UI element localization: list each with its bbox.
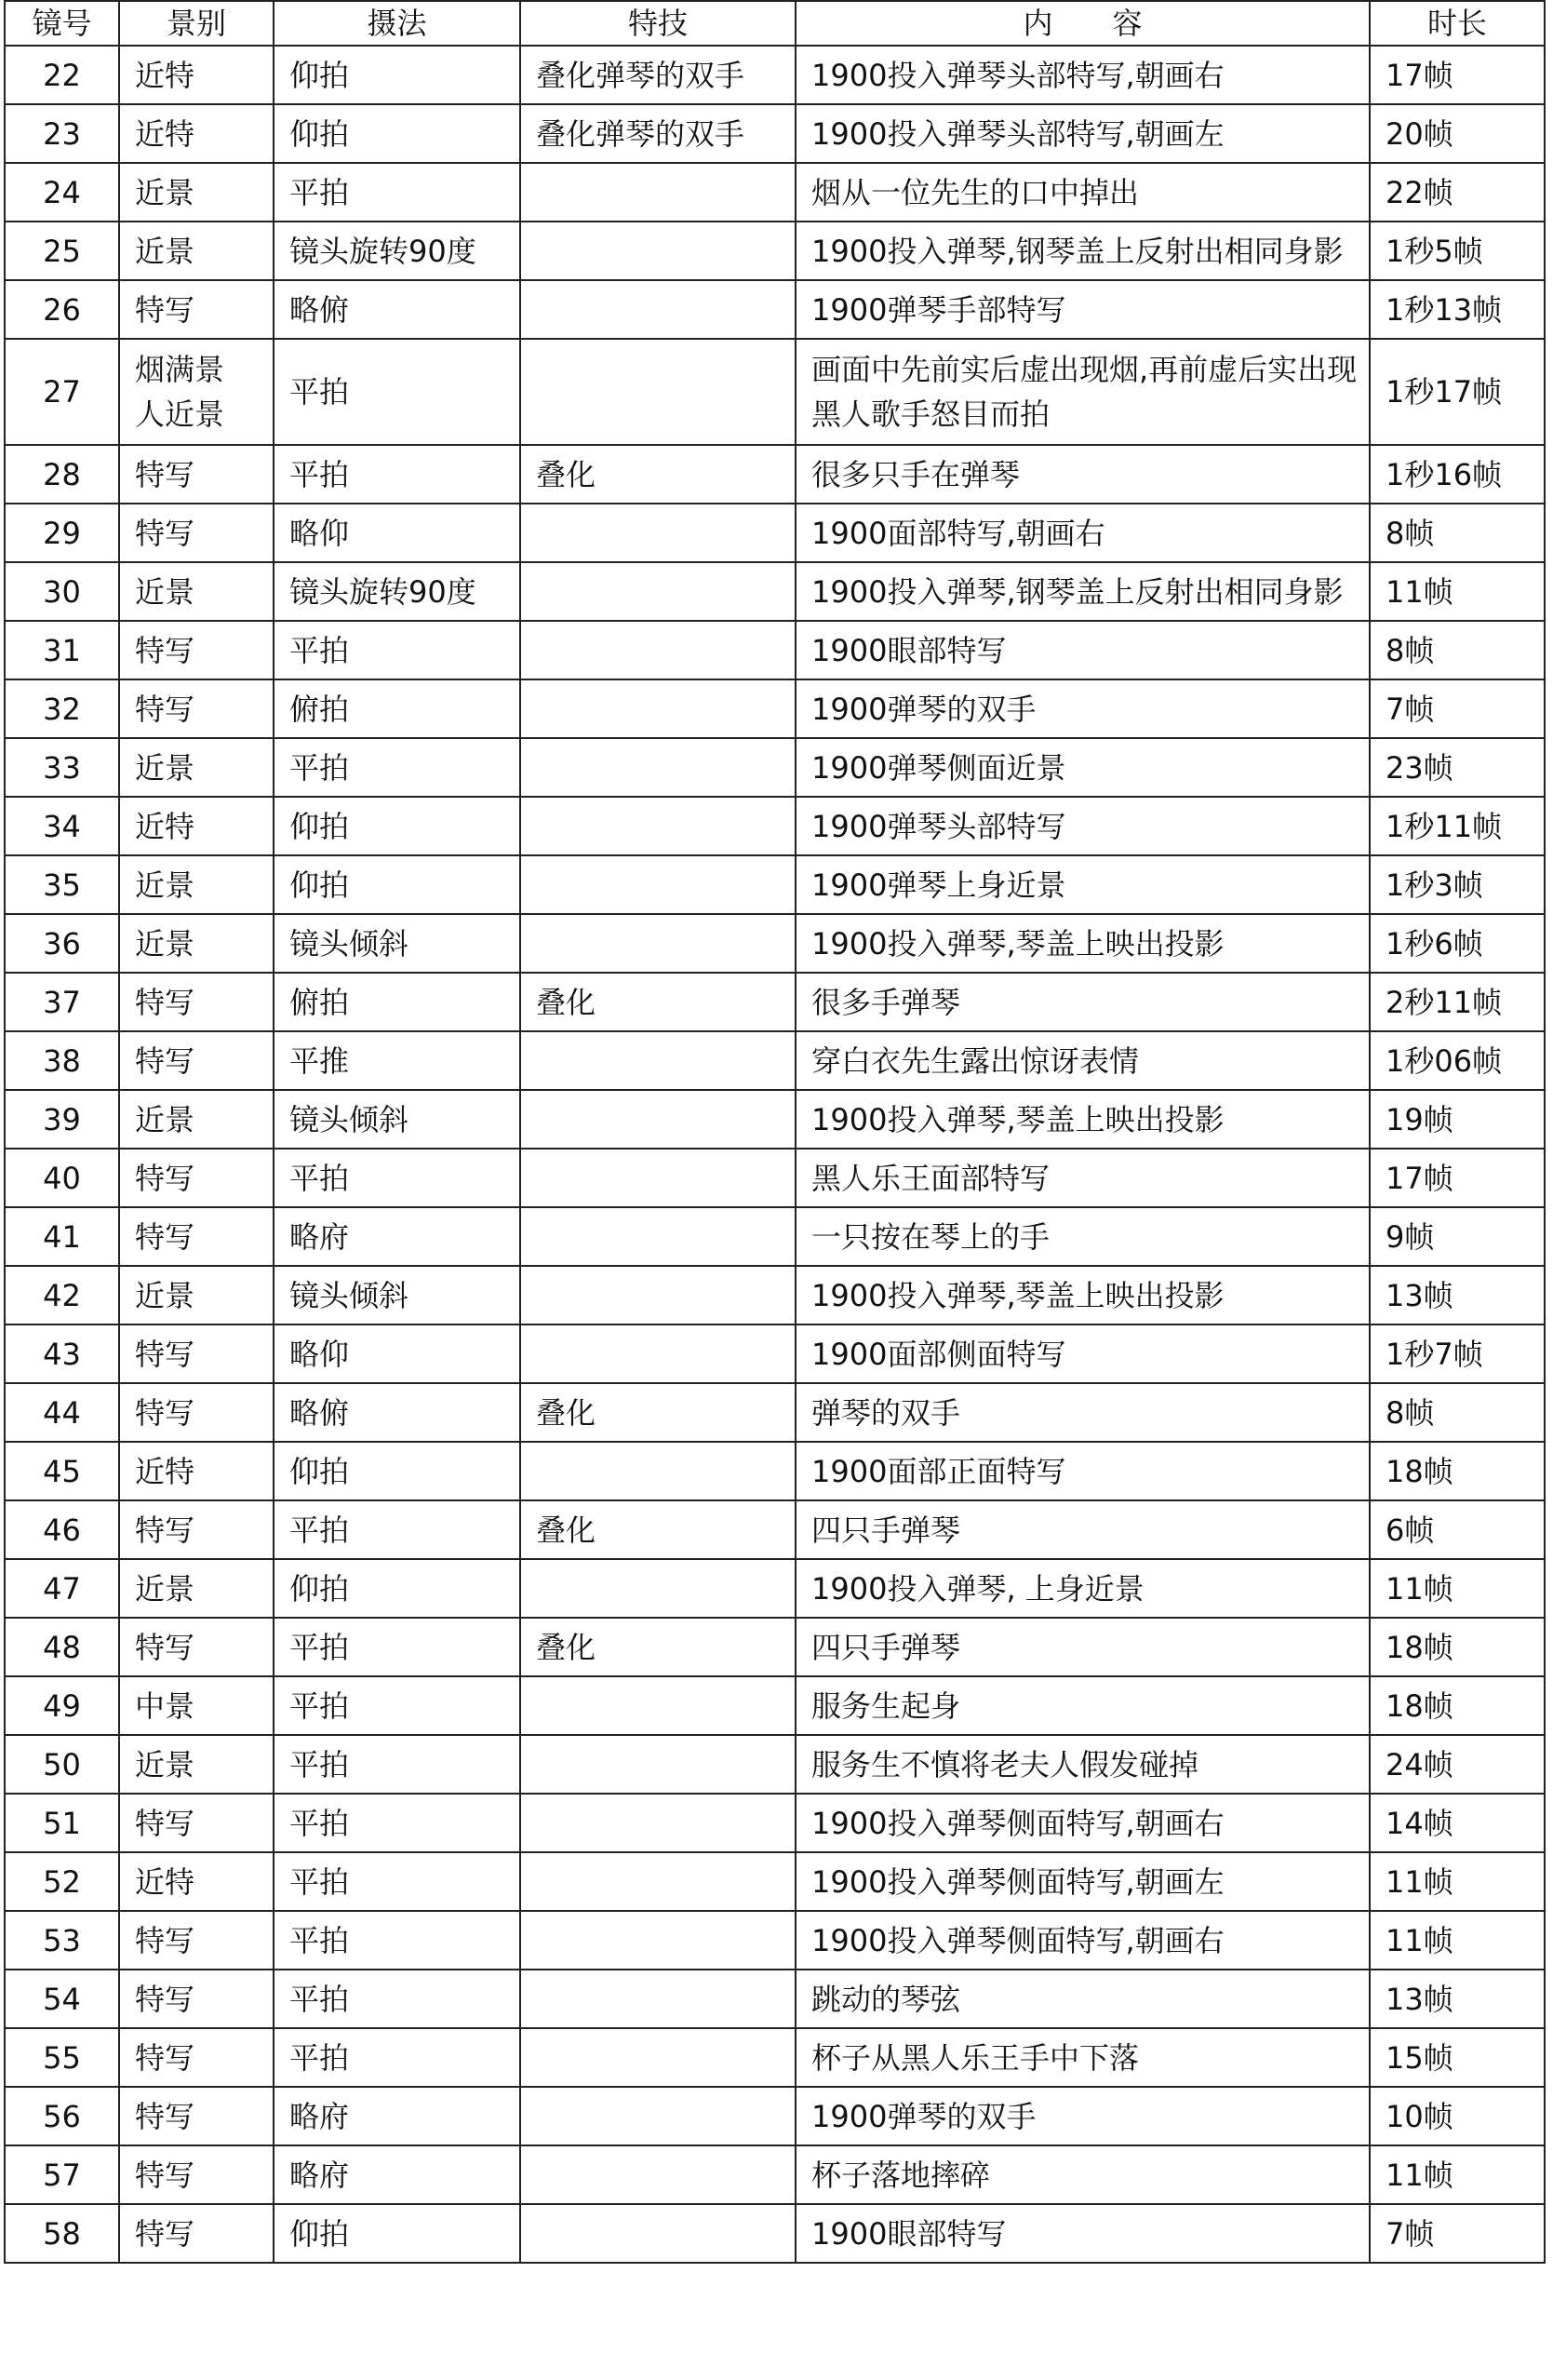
table-row <box>5 738 1545 797</box>
cell-camera-method: 平拍 <box>274 621 520 679</box>
cell-special-effect <box>520 2145 796 2204</box>
header-special-effect: 特技 <box>520 1 796 46</box>
cell-camera-method: 平拍 <box>274 738 520 797</box>
table-row <box>5 1618 1545 1676</box>
table-row <box>5 163 1545 222</box>
cell-duration: 8帧 <box>1370 504 1545 562</box>
header-shot-scale: 景别 <box>119 1 274 46</box>
cell-duration: 17帧 <box>1370 1149 1545 1207</box>
cell-shot-number: 35 <box>5 855 119 914</box>
cell-special-effect <box>520 855 796 914</box>
cell-shot-number: 38 <box>5 1031 119 1090</box>
table-row <box>5 621 1545 679</box>
cell-shot-number: 46 <box>5 1500 119 1559</box>
cell-camera-method: 平拍 <box>274 1794 520 1852</box>
cell-camera-method: 仰拍 <box>274 797 520 855</box>
table-row <box>5 445 1545 504</box>
cell-duration: 1秒17帧 <box>1370 339 1545 445</box>
table-row <box>5 1970 1545 2028</box>
cell-shot-number: 53 <box>5 1911 119 1970</box>
cell-content: 四只手弹琴 <box>796 1618 1370 1676</box>
table-row <box>5 973 1545 1031</box>
cell-duration: 23帧 <box>1370 738 1545 797</box>
cell-shot-number: 47 <box>5 1559 119 1618</box>
cell-shot-number: 25 <box>5 222 119 280</box>
cell-content: 1900投入弹琴侧面特写,朝画左 <box>796 1852 1370 1911</box>
cell-shot-scale: 近特 <box>119 1442 274 1500</box>
table-header-row <box>5 1 1545 46</box>
cell-content: 弹琴的双手 <box>796 1383 1370 1442</box>
cell-special-effect <box>520 738 796 797</box>
cell-special-effect <box>520 1911 796 1970</box>
cell-shot-number: 32 <box>5 679 119 738</box>
cell-shot-scale: 特写 <box>119 1207 274 1266</box>
table-row <box>5 1735 1545 1794</box>
cell-shot-number: 43 <box>5 1324 119 1383</box>
table-row <box>5 46 1545 104</box>
table-row <box>5 1911 1545 1970</box>
cell-duration: 19帧 <box>1370 1090 1545 1149</box>
cell-content: 1900投入弹琴,钢琴盖上反射出相同身影 <box>796 562 1370 621</box>
cell-camera-method: 平推 <box>274 1031 520 1090</box>
cell-camera-method: 平拍 <box>274 1618 520 1676</box>
cell-shot-scale: 近景 <box>119 1090 274 1149</box>
cell-special-effect: 叠化 <box>520 1500 796 1559</box>
cell-shot-scale: 近特 <box>119 797 274 855</box>
cell-special-effect <box>520 797 796 855</box>
table-row <box>5 280 1545 339</box>
cell-shot-number: 26 <box>5 280 119 339</box>
cell-special-effect <box>520 1090 796 1149</box>
cell-shot-number: 49 <box>5 1676 119 1735</box>
cell-camera-method: 平拍 <box>274 1149 520 1207</box>
cell-duration: 13帧 <box>1370 1266 1545 1324</box>
table-row <box>5 1324 1545 1383</box>
cell-shot-number: 27 <box>5 339 119 445</box>
cell-shot-number: 48 <box>5 1618 119 1676</box>
cell-shot-scale: 特写 <box>119 1383 274 1442</box>
cell-shot-scale-text: 烟满景人近景 <box>135 352 225 432</box>
table-row <box>5 562 1545 621</box>
cell-content: 1900投入弹琴, 上身近景 <box>796 1559 1370 1618</box>
cell-special-effect <box>520 339 796 445</box>
cell-duration: 7帧 <box>1370 679 1545 738</box>
cell-camera-method: 略俯 <box>274 1383 520 1442</box>
cell-shot-scale: 特写 <box>119 2087 274 2145</box>
cell-duration: 2秒11帧 <box>1370 973 1545 1031</box>
cell-shot-number: 31 <box>5 621 119 679</box>
cell-shot-scale: 特写 <box>119 679 274 738</box>
cell-content: 1900弹琴的双手 <box>796 679 1370 738</box>
cell-special-effect <box>520 1559 796 1618</box>
cell-content: 杯子从黑人乐王手中下落 <box>796 2028 1370 2087</box>
header-content: 内 容 <box>796 1 1370 46</box>
cell-special-effect: 叠化 <box>520 1383 796 1442</box>
cell-special-effect <box>520 1852 796 1911</box>
cell-shot-number: 37 <box>5 973 119 1031</box>
cell-special-effect <box>520 163 796 222</box>
cell-duration: 18帧 <box>1370 1442 1545 1500</box>
table-row <box>5 1090 1545 1149</box>
cell-special-effect <box>520 1266 796 1324</box>
cell-content: 1900投入弹琴侧面特写,朝画右 <box>796 1794 1370 1852</box>
table-row <box>5 2145 1545 2204</box>
cell-special-effect <box>520 562 796 621</box>
cell-special-effect <box>520 2028 796 2087</box>
cell-duration: 15帧 <box>1370 2028 1545 2087</box>
cell-camera-method: 仰拍 <box>274 104 520 163</box>
table-row <box>5 2028 1545 2087</box>
cell-special-effect <box>520 1149 796 1207</box>
cell-shot-number: 22 <box>5 46 119 104</box>
cell-special-effect <box>520 1676 796 1735</box>
cell-content: 很多只手在弹琴 <box>796 445 1370 504</box>
cell-shot-scale: 近景 <box>119 222 274 280</box>
cell-special-effect <box>520 2087 796 2145</box>
cell-camera-method: 平拍 <box>274 1676 520 1735</box>
cell-shot-scale: 近景 <box>119 562 274 621</box>
table-row <box>5 1852 1545 1911</box>
cell-content: 1900投入弹琴,钢琴盖上反射出相同身影 <box>796 222 1370 280</box>
table-row <box>5 914 1545 973</box>
cell-shot-scale: 特写 <box>119 2204 274 2263</box>
cell-shot-number: 30 <box>5 562 119 621</box>
cell-shot-scale: 近景 <box>119 1559 274 1618</box>
cell-content: 跳动的琴弦 <box>796 1970 1370 2028</box>
table-row <box>5 104 1545 163</box>
cell-shot-number: 44 <box>5 1383 119 1442</box>
shot-list-table <box>4 0 1546 2264</box>
cell-shot-scale: 特写 <box>119 1911 274 1970</box>
cell-content: 穿白衣先生露出惊讶表情 <box>796 1031 1370 1090</box>
table-row <box>5 1031 1545 1090</box>
cell-shot-number: 33 <box>5 738 119 797</box>
cell-duration: 13帧 <box>1370 1970 1545 2028</box>
cell-content: 一只按在琴上的手 <box>796 1207 1370 1266</box>
cell-shot-number: 58 <box>5 2204 119 2263</box>
cell-shot-number: 28 <box>5 445 119 504</box>
cell-shot-scale: 近景 <box>119 1735 274 1794</box>
cell-shot-number: 52 <box>5 1852 119 1911</box>
cell-content: 1900眼部特写 <box>796 621 1370 679</box>
cell-shot-scale: 特写 <box>119 1970 274 2028</box>
table-row <box>5 1794 1545 1852</box>
cell-camera-method: 镜头旋转90度 <box>274 562 520 621</box>
cell-shot-number: 41 <box>5 1207 119 1266</box>
cell-duration: 8帧 <box>1370 1383 1545 1442</box>
cell-content: 1900投入弹琴,琴盖上映出投影 <box>796 914 1370 973</box>
cell-shot-number: 50 <box>5 1735 119 1794</box>
header-shot-number: 镜号 <box>5 1 119 46</box>
cell-content: 1900面部侧面特写 <box>796 1324 1370 1383</box>
cell-duration: 20帧 <box>1370 104 1545 163</box>
cell-shot-number: 36 <box>5 914 119 973</box>
cell-duration: 6帧 <box>1370 1500 1545 1559</box>
cell-duration: 1秒5帧 <box>1370 222 1545 280</box>
cell-content: 1900投入弹琴侧面特写,朝画右 <box>796 1911 1370 1970</box>
cell-camera-method: 略仰 <box>274 504 520 562</box>
cell-duration: 1秒7帧 <box>1370 1324 1545 1383</box>
table-body <box>5 46 1545 2263</box>
table-row <box>5 1500 1545 1559</box>
table-row <box>5 2204 1545 2263</box>
table-row <box>5 1383 1545 1442</box>
cell-shot-scale: 特写 <box>119 445 274 504</box>
cell-shot-scale: 特写 <box>119 2028 274 2087</box>
cell-special-effect: 叠化 <box>520 445 796 504</box>
cell-content: 1900面部特写,朝画右 <box>796 504 1370 562</box>
cell-shot-number: 54 <box>5 1970 119 2028</box>
cell-camera-method: 镜头旋转90度 <box>274 222 520 280</box>
cell-camera-method: 平拍 <box>274 163 520 222</box>
storyboard-sheet <box>4 0 1544 2264</box>
cell-content: 杯子落地摔碎 <box>796 2145 1370 2204</box>
cell-shot-number: 57 <box>5 2145 119 2204</box>
table-row <box>5 1207 1545 1266</box>
cell-duration: 11帧 <box>1370 2145 1545 2204</box>
cell-duration: 1秒06帧 <box>1370 1031 1545 1090</box>
cell-camera-method: 平拍 <box>274 1852 520 1911</box>
cell-special-effect <box>520 2204 796 2263</box>
cell-camera-method: 仰拍 <box>274 46 520 104</box>
cell-duration: 1秒13帧 <box>1370 280 1545 339</box>
cell-content <box>796 339 1370 445</box>
cell-camera-method: 仰拍 <box>274 1442 520 1500</box>
cell-camera-method: 平拍 <box>274 445 520 504</box>
cell-special-effect <box>520 914 796 973</box>
cell-content: 1900投入弹琴,琴盖上映出投影 <box>796 1266 1370 1324</box>
cell-special-effect <box>520 621 796 679</box>
cell-content: 1900弹琴手部特写 <box>796 280 1370 339</box>
cell-camera-method: 略府 <box>274 1207 520 1266</box>
cell-duration: 11帧 <box>1370 1559 1545 1618</box>
cell-duration: 1秒3帧 <box>1370 855 1545 914</box>
cell-shot-scale: 近特 <box>119 46 274 104</box>
cell-duration: 18帧 <box>1370 1676 1545 1735</box>
cell-special-effect: 叠化 <box>520 1618 796 1676</box>
cell-duration: 9帧 <box>1370 1207 1545 1266</box>
cell-shot-number: 29 <box>5 504 119 562</box>
cell-camera-method: 略仰 <box>274 1324 520 1383</box>
cell-camera-method: 镜头倾斜 <box>274 914 520 973</box>
cell-camera-method: 镜头倾斜 <box>274 1090 520 1149</box>
cell-camera-method: 仰拍 <box>274 1559 520 1618</box>
cell-content: 1900面部正面特写 <box>796 1442 1370 1500</box>
table-row <box>5 1442 1545 1500</box>
cell-shot-scale: 特写 <box>119 1149 274 1207</box>
cell-content: 很多手弹琴 <box>796 973 1370 1031</box>
cell-special-effect: 叠化 <box>520 973 796 1031</box>
cell-camera-method: 仰拍 <box>274 855 520 914</box>
cell-special-effect <box>520 1031 796 1090</box>
cell-shot-scale: 近特 <box>119 1852 274 1911</box>
cell-special-effect <box>520 1970 796 2028</box>
cell-content: 1900弹琴侧面近景 <box>796 738 1370 797</box>
cell-shot-number: 23 <box>5 104 119 163</box>
cell-duration: 1秒6帧 <box>1370 914 1545 973</box>
cell-special-effect <box>520 679 796 738</box>
table-row <box>5 855 1545 914</box>
cell-camera-method: 平拍 <box>274 1735 520 1794</box>
cell-content: 1900弹琴的双手 <box>796 2087 1370 2145</box>
cell-shot-number: 40 <box>5 1149 119 1207</box>
cell-special-effect <box>520 280 796 339</box>
cell-shot-number: 42 <box>5 1266 119 1324</box>
cell-content: 1900弹琴上身近景 <box>796 855 1370 914</box>
cell-content: 1900投入弹琴头部特写,朝画左 <box>796 104 1370 163</box>
cell-content-text: 画面中先前实后虚出现烟,再前虚后实出现黑人歌手怒目而拍 <box>811 352 1358 432</box>
cell-camera-method: 俯拍 <box>274 679 520 738</box>
cell-content: 四只手弹琴 <box>796 1500 1370 1559</box>
cell-shot-number: 55 <box>5 2028 119 2087</box>
cell-content: 1900弹琴头部特写 <box>796 797 1370 855</box>
cell-camera-method: 仰拍 <box>274 2204 520 2263</box>
cell-special-effect <box>520 1207 796 1266</box>
table-row <box>5 797 1545 855</box>
cell-duration: 11帧 <box>1370 562 1545 621</box>
cell-shot-scale: 特写 <box>119 1794 274 1852</box>
cell-duration: 11帧 <box>1370 1911 1545 1970</box>
cell-content: 服务生起身 <box>796 1676 1370 1735</box>
cell-shot-scale: 特写 <box>119 1031 274 1090</box>
cell-shot-scale: 特写 <box>119 1500 274 1559</box>
cell-shot-scale: 特写 <box>119 504 274 562</box>
cell-special-effect <box>520 1324 796 1383</box>
cell-content: 1900投入弹琴,琴盖上映出投影 <box>796 1090 1370 1149</box>
cell-special-effect <box>520 1442 796 1500</box>
cell-content: 烟从一位先生的口中掉出 <box>796 163 1370 222</box>
cell-special-effect <box>520 1794 796 1852</box>
cell-special-effect <box>520 1735 796 1794</box>
cell-shot-number: 56 <box>5 2087 119 2145</box>
cell-special-effect <box>520 504 796 562</box>
table-row <box>5 679 1545 738</box>
table-row <box>5 504 1545 562</box>
cell-content: 黑人乐王面部特写 <box>796 1149 1370 1207</box>
table-row <box>5 339 1545 445</box>
cell-shot-scale: 特写 <box>119 280 274 339</box>
cell-shot-number: 51 <box>5 1794 119 1852</box>
cell-camera-method: 平拍 <box>274 1911 520 1970</box>
cell-shot-scale: 中景 <box>119 1676 274 1735</box>
cell-camera-method: 平拍 <box>274 339 520 445</box>
cell-special-effect: 叠化弹琴的双手 <box>520 46 796 104</box>
cell-duration: 24帧 <box>1370 1735 1545 1794</box>
cell-special-effect: 叠化弹琴的双手 <box>520 104 796 163</box>
cell-duration: 8帧 <box>1370 621 1545 679</box>
cell-camera-method: 平拍 <box>274 1970 520 2028</box>
cell-shot-scale: 特写 <box>119 973 274 1031</box>
cell-shot-number: 45 <box>5 1442 119 1500</box>
cell-shot-number: 39 <box>5 1090 119 1149</box>
cell-special-effect <box>520 222 796 280</box>
cell-duration: 10帧 <box>1370 2087 1545 2145</box>
cell-shot-scale: 近景 <box>119 738 274 797</box>
cell-duration: 1秒11帧 <box>1370 797 1545 855</box>
cell-camera-method: 平拍 <box>274 1500 520 1559</box>
cell-shot-scale <box>119 339 274 445</box>
cell-duration: 17帧 <box>1370 46 1545 104</box>
cell-shot-number: 24 <box>5 163 119 222</box>
cell-duration: 11帧 <box>1370 1852 1545 1911</box>
cell-shot-scale: 近景 <box>119 914 274 973</box>
table-row <box>5 1266 1545 1324</box>
header-duration: 时长 <box>1370 1 1545 46</box>
table-row <box>5 1676 1545 1735</box>
table-row <box>5 222 1545 280</box>
cell-content: 1900眼部特写 <box>796 2204 1370 2263</box>
cell-duration: 1秒16帧 <box>1370 445 1545 504</box>
cell-shot-scale: 特写 <box>119 2145 274 2204</box>
cell-shot-scale: 近景 <box>119 163 274 222</box>
cell-shot-number: 34 <box>5 797 119 855</box>
cell-content: 1900投入弹琴头部特写,朝画右 <box>796 46 1370 104</box>
cell-camera-method: 镜头倾斜 <box>274 1266 520 1324</box>
cell-camera-method: 平拍 <box>274 2028 520 2087</box>
cell-camera-method: 略俯 <box>274 280 520 339</box>
cell-camera-method: 俯拍 <box>274 973 520 1031</box>
table-row <box>5 1559 1545 1618</box>
table-row <box>5 1149 1545 1207</box>
cell-shot-scale: 特写 <box>119 1618 274 1676</box>
cell-duration: 14帧 <box>1370 1794 1545 1852</box>
cell-content: 服务生不慎将老夫人假发碰掉 <box>796 1735 1370 1794</box>
cell-camera-method: 略府 <box>274 2087 520 2145</box>
cell-duration: 7帧 <box>1370 2204 1545 2263</box>
cell-shot-scale: 近特 <box>119 104 274 163</box>
cell-camera-method: 略府 <box>274 2145 520 2204</box>
table-row <box>5 2087 1545 2145</box>
cell-shot-scale: 近景 <box>119 855 274 914</box>
cell-duration: 22帧 <box>1370 163 1545 222</box>
header-camera-method: 摄法 <box>274 1 520 46</box>
cell-duration: 18帧 <box>1370 1618 1545 1676</box>
cell-shot-scale: 特写 <box>119 1324 274 1383</box>
cell-shot-scale: 近景 <box>119 1266 274 1324</box>
cell-shot-scale: 特写 <box>119 621 274 679</box>
